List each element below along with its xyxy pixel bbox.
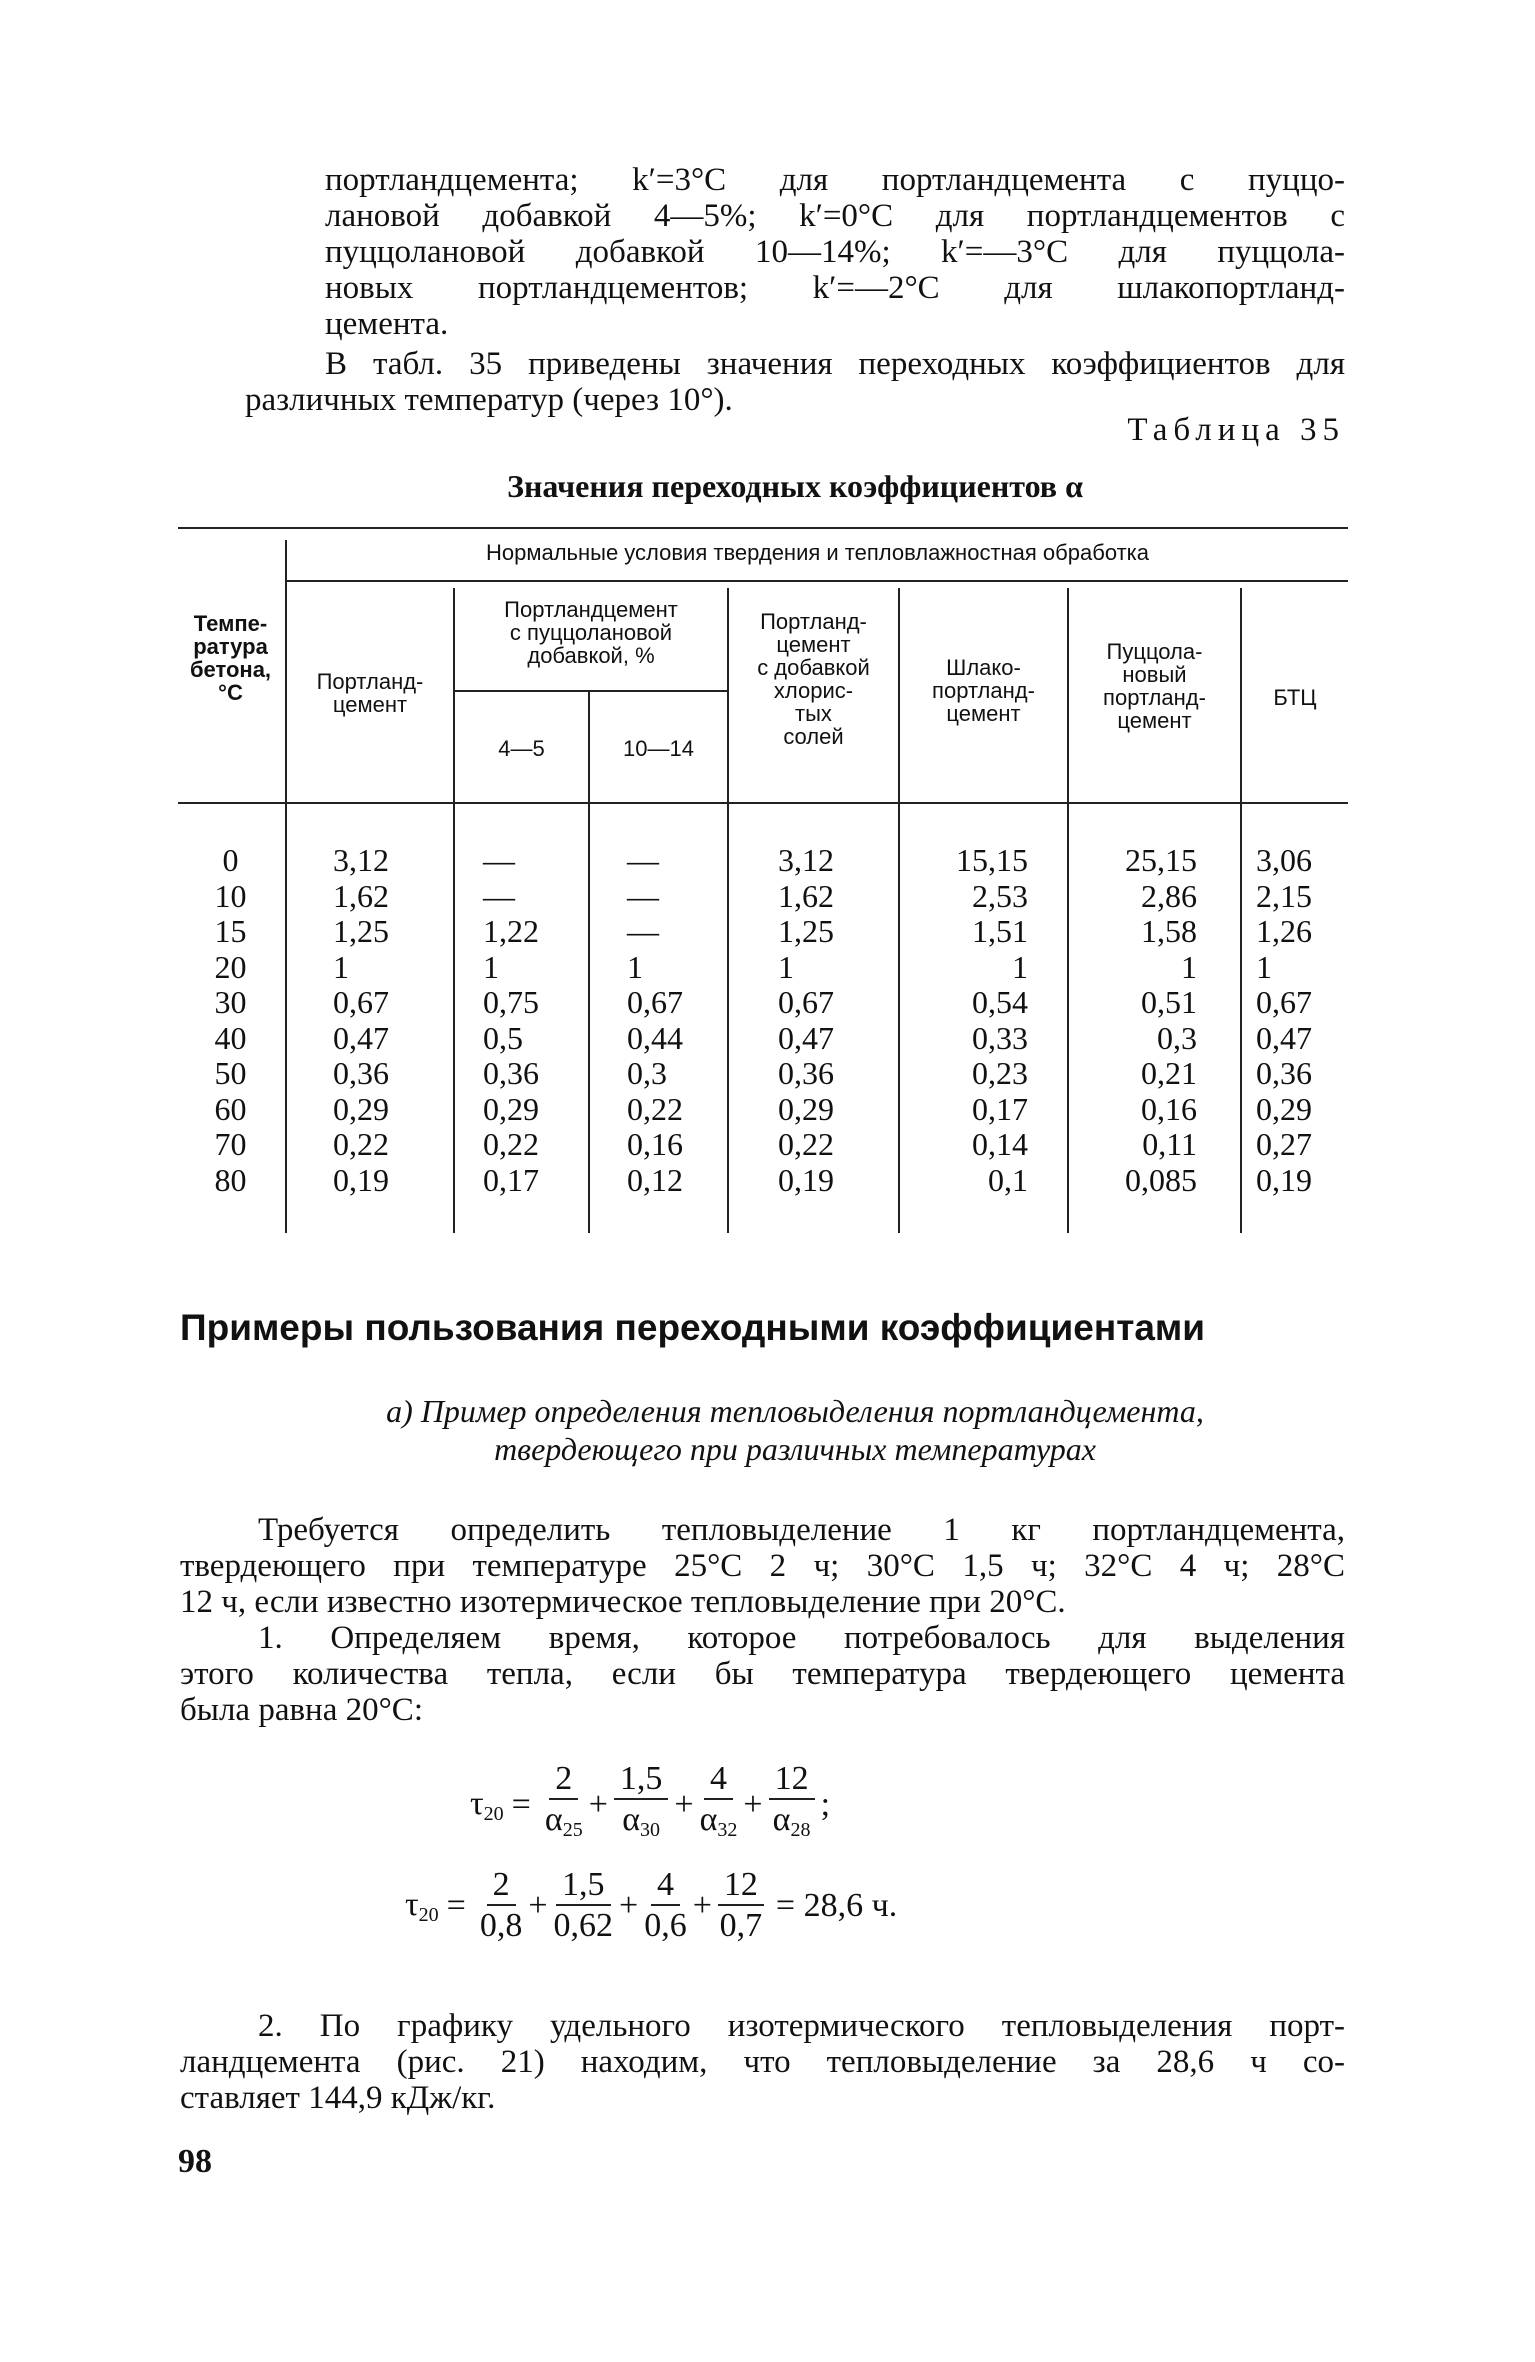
text-line: 2. По графику удельного изотермического тепловыделения порт- xyxy=(258,2008,1345,2044)
fraction: $\frac{2}{0,8}$ xyxy=(479,1866,523,1944)
table-cell: 0,22 xyxy=(778,1126,834,1162)
table-column xyxy=(627,843,683,1198)
table-cell: 0,3 xyxy=(627,1055,667,1091)
pozz-subheader-rule xyxy=(455,690,727,692)
text-line: этого количества тепла, если бы температура твердеющего цемента xyxy=(180,1656,1345,1692)
table-cell: 25,15 xyxy=(1125,842,1197,878)
group-header: Нормальные условия твердения и тепловлажностная обработка xyxy=(485,540,1150,565)
table-cell: 1,62 xyxy=(333,877,389,914)
table-cell: 0,16 xyxy=(627,1126,683,1162)
table-cell: 0,14 xyxy=(972,1126,1028,1162)
table-cell: 1,51 xyxy=(972,913,1028,949)
table-cell: 0,17 xyxy=(483,1161,539,1198)
text-line: пуццолановой добавкой 10—14%; k′=—3°C для пуццола- xyxy=(325,234,1345,270)
table-cell: 0,3 xyxy=(1157,1019,1197,1056)
header-btc: БТЦ xyxy=(1273,685,1317,710)
header-chloride: Портланд- цемент с добавкой хлорис- тых солей xyxy=(757,609,870,749)
header-pozz-10-14: 10—14 xyxy=(623,736,694,761)
table-cell: 0,29 xyxy=(1256,1090,1312,1127)
table-cell: 0,19 xyxy=(333,1161,389,1198)
fraction: $\frac{12}{0,7}$ xyxy=(719,1866,763,1944)
table-cell: 0,67 xyxy=(1256,984,1312,1020)
header-slag: Шлако- портланд- цемент xyxy=(932,655,1035,726)
table-cell: 3,12 xyxy=(778,842,834,878)
table-cell: 1 xyxy=(333,948,349,985)
table-cell: — xyxy=(627,877,659,914)
fraction: $\frac{4}{\alpha_{32}}$ xyxy=(699,1760,738,1841)
table-cell: 1,58 xyxy=(1141,913,1197,949)
table-cell: 40 xyxy=(214,1019,247,1056)
col-divider xyxy=(285,540,287,1233)
table-intro-paragraph xyxy=(245,346,1345,418)
page-number: 98 xyxy=(178,2143,212,2180)
table-cell: 1 xyxy=(1181,948,1197,985)
table-cell: — xyxy=(627,913,659,949)
table-column xyxy=(1256,843,1312,1198)
table-cell: — xyxy=(627,842,659,878)
table-cell: 0,11 xyxy=(1142,1126,1197,1162)
table-cell: 0,12 xyxy=(627,1161,683,1198)
table-cell: 15 xyxy=(214,913,247,949)
table-cell: 2,15 xyxy=(1256,877,1312,914)
table-cell: 0,21 xyxy=(1141,1055,1197,1091)
table-cell: 0,67 xyxy=(333,984,389,1020)
table-top-rule xyxy=(178,527,1348,529)
table-cell: 50 xyxy=(214,1055,247,1091)
table-cell: 0,23 xyxy=(972,1055,1028,1091)
table-cell: 1 xyxy=(1012,948,1028,985)
table-cell: 1 xyxy=(627,948,643,985)
fraction: $\frac{1,5}{0,62}$ xyxy=(553,1866,614,1944)
table-cell: 0,47 xyxy=(333,1019,389,1056)
table-cell: 0,17 xyxy=(972,1090,1028,1127)
table-cell: 0,67 xyxy=(627,984,683,1020)
formula-lhs: $\tau_{20}$ xyxy=(405,1885,439,1926)
text-line: новых портландцементов; k′=—2°C для шлакопортланд- xyxy=(325,270,1345,306)
table-column xyxy=(178,843,283,1198)
table-cell: 0,36 xyxy=(333,1055,389,1091)
text-line: портландцемента; k′=3°C для портландцемента с пуццо- xyxy=(325,162,1345,198)
table-cell: 60 xyxy=(214,1090,247,1127)
table-cell: 0,51 xyxy=(1141,984,1197,1020)
text-line: была равна 20°C: xyxy=(180,1692,423,1728)
table-cell: 0,36 xyxy=(1256,1055,1312,1091)
fraction: $\frac{2}{\alpha_{25}}$ xyxy=(544,1760,583,1841)
table-column xyxy=(1069,843,1197,1198)
table-cell: 0,22 xyxy=(627,1090,683,1127)
col-divider xyxy=(453,588,455,1233)
table-cell: 1,25 xyxy=(778,913,834,949)
table-cell: 1 xyxy=(483,948,499,985)
table-cell: 0,16 xyxy=(1141,1090,1197,1127)
table-cell: 0,47 xyxy=(778,1019,834,1056)
table-cell: 0,29 xyxy=(778,1090,834,1127)
table-cell: — xyxy=(483,842,515,878)
table-cell: 0,29 xyxy=(333,1090,389,1127)
table-cell: 1,22 xyxy=(483,913,539,949)
table-cell: 0,19 xyxy=(1256,1161,1312,1198)
text-line: 12 ч, если известно изотермическое тепловыделение при 20°C. xyxy=(180,1584,1066,1620)
fraction: $\frac{4}{0,6}$ xyxy=(644,1866,687,1944)
table-cell: 0,44 xyxy=(627,1019,683,1056)
table-cell: 0,47 xyxy=(1256,1019,1312,1056)
table-cell: 0 xyxy=(222,842,239,878)
table-cell: 20 xyxy=(214,948,247,985)
header-bottom-rule xyxy=(178,802,1348,804)
fraction: $\frac{1,5}{\alpha_{30}}$ xyxy=(614,1760,669,1850)
table-cell: 1 xyxy=(778,948,794,985)
table-title: Значения переходных коэффициентов α xyxy=(507,468,1083,504)
col-divider xyxy=(1240,588,1242,1233)
intro-paragraph xyxy=(325,162,1345,342)
table-cell: 2,86 xyxy=(1141,877,1197,914)
table-cell: 0,27 xyxy=(1256,1126,1312,1162)
table-cell: — xyxy=(483,877,515,914)
table-cell: 3,12 xyxy=(333,842,389,878)
table-cell: 0,36 xyxy=(483,1055,539,1091)
table-cell: 10 xyxy=(214,877,247,914)
header-temp: Темпе- ратура бетона, °C xyxy=(189,611,272,705)
step2-paragraph xyxy=(180,2008,1345,2116)
table-cell: 0,19 xyxy=(778,1161,834,1198)
table-cell: 0,33 xyxy=(972,1019,1028,1056)
table-column xyxy=(483,843,539,1198)
table-cell: 0,67 xyxy=(778,984,834,1020)
table-cell: 0,29 xyxy=(483,1090,539,1127)
table-cell: 0,5 xyxy=(483,1019,523,1056)
table-cell: 70 xyxy=(214,1126,247,1162)
text-line: твердеющего при температуре 25°C 2 ч; 30°C 1,5 ч; 32°C 4 ч; 28°C xyxy=(180,1548,1345,1584)
table-cell: 30 xyxy=(214,984,247,1020)
table-column xyxy=(778,843,834,1198)
text-line: ставляет 144,9 кДж/кг. xyxy=(180,2080,496,2116)
section-heading: Примеры пользования переходными коэффициентами xyxy=(180,1307,1206,1348)
fraction: $\frac{12}{\alpha_{28}}$ xyxy=(769,1760,815,1850)
text-line: 1. Определяем время, которое потребовалось для выделения xyxy=(258,1620,1345,1656)
header-portland: Портланд- цемент xyxy=(316,669,424,717)
table-cell: 0,22 xyxy=(333,1126,389,1162)
header-pozzolanic: Пуццола- новый портланд- цемент xyxy=(1103,639,1206,733)
example-subheading: а) Пример определения тепловыделения портландцемента, твердеющего при различных температурах xyxy=(386,1393,1204,1467)
formula-lhs: $\tau_{20}$ xyxy=(470,1784,504,1825)
text-line: различных температур (через 10°). xyxy=(245,382,733,418)
table-cell: 0,54 xyxy=(972,984,1028,1020)
formula-numeric: $\tau_{20}$ = $\frac{2}{0,8}$ + $\frac{1,5}{0,62}$ + $\frac{4}{0,6}$ + $\frac{12}{0,7}$ = 28,6 ч. xyxy=(405,1866,898,1944)
formula-symbolic: $\tau_{20}$ = $\frac{2}{\alpha_{25}}$ + $\frac{1,5}{\alpha_{30}}$ + $\frac{4}{\alpha_{32}}$ + $\frac{12}{\alpha_{28}}$ ; xyxy=(470,1760,830,1850)
table-cell: 2,53 xyxy=(972,877,1028,914)
table-cell: 1,26 xyxy=(1256,913,1312,949)
table-cell: 80 xyxy=(214,1161,247,1198)
table-column xyxy=(900,843,1028,1198)
step1-paragraph xyxy=(180,1620,1345,1728)
text-line: ландцемента (рис. 21) находим, что тепловыделение за 28,6 ч со- xyxy=(180,2044,1345,2080)
text-line: лановой добавкой 4—5%; k′=0°C для портландцементов с xyxy=(325,198,1345,234)
table-cell: 1,62 xyxy=(778,877,834,914)
header-pozz-4-5: 4—5 xyxy=(498,736,545,761)
table-cell: 0,75 xyxy=(483,984,539,1020)
table-cell: 1 xyxy=(1256,948,1272,985)
problem-paragraph xyxy=(180,1512,1345,1620)
header-pozz-group: Портландцемент с пуццолановой добавкой, % xyxy=(504,597,678,668)
table-cell: 3,06 xyxy=(1256,842,1312,878)
table-cell: 0,1 xyxy=(988,1161,1028,1198)
col-divider xyxy=(588,692,590,1233)
table-column xyxy=(333,843,389,1198)
table-cell: 0,22 xyxy=(483,1126,539,1162)
table-number: Таблица 35 xyxy=(1127,412,1345,448)
text-line: Требуется определить тепловыделение 1 кг портландцемента, xyxy=(258,1512,1345,1548)
table-cell: 15,15 xyxy=(956,842,1028,878)
text-line: цемента. xyxy=(325,306,449,342)
text-line: В табл. 35 приведены значения переходных коэффициентов для xyxy=(325,346,1345,382)
header-group-rule xyxy=(287,580,1348,582)
table-cell: 0,085 xyxy=(1125,1161,1197,1198)
table-cell: 0,36 xyxy=(778,1055,834,1091)
table-cell: 1,25 xyxy=(333,913,389,949)
